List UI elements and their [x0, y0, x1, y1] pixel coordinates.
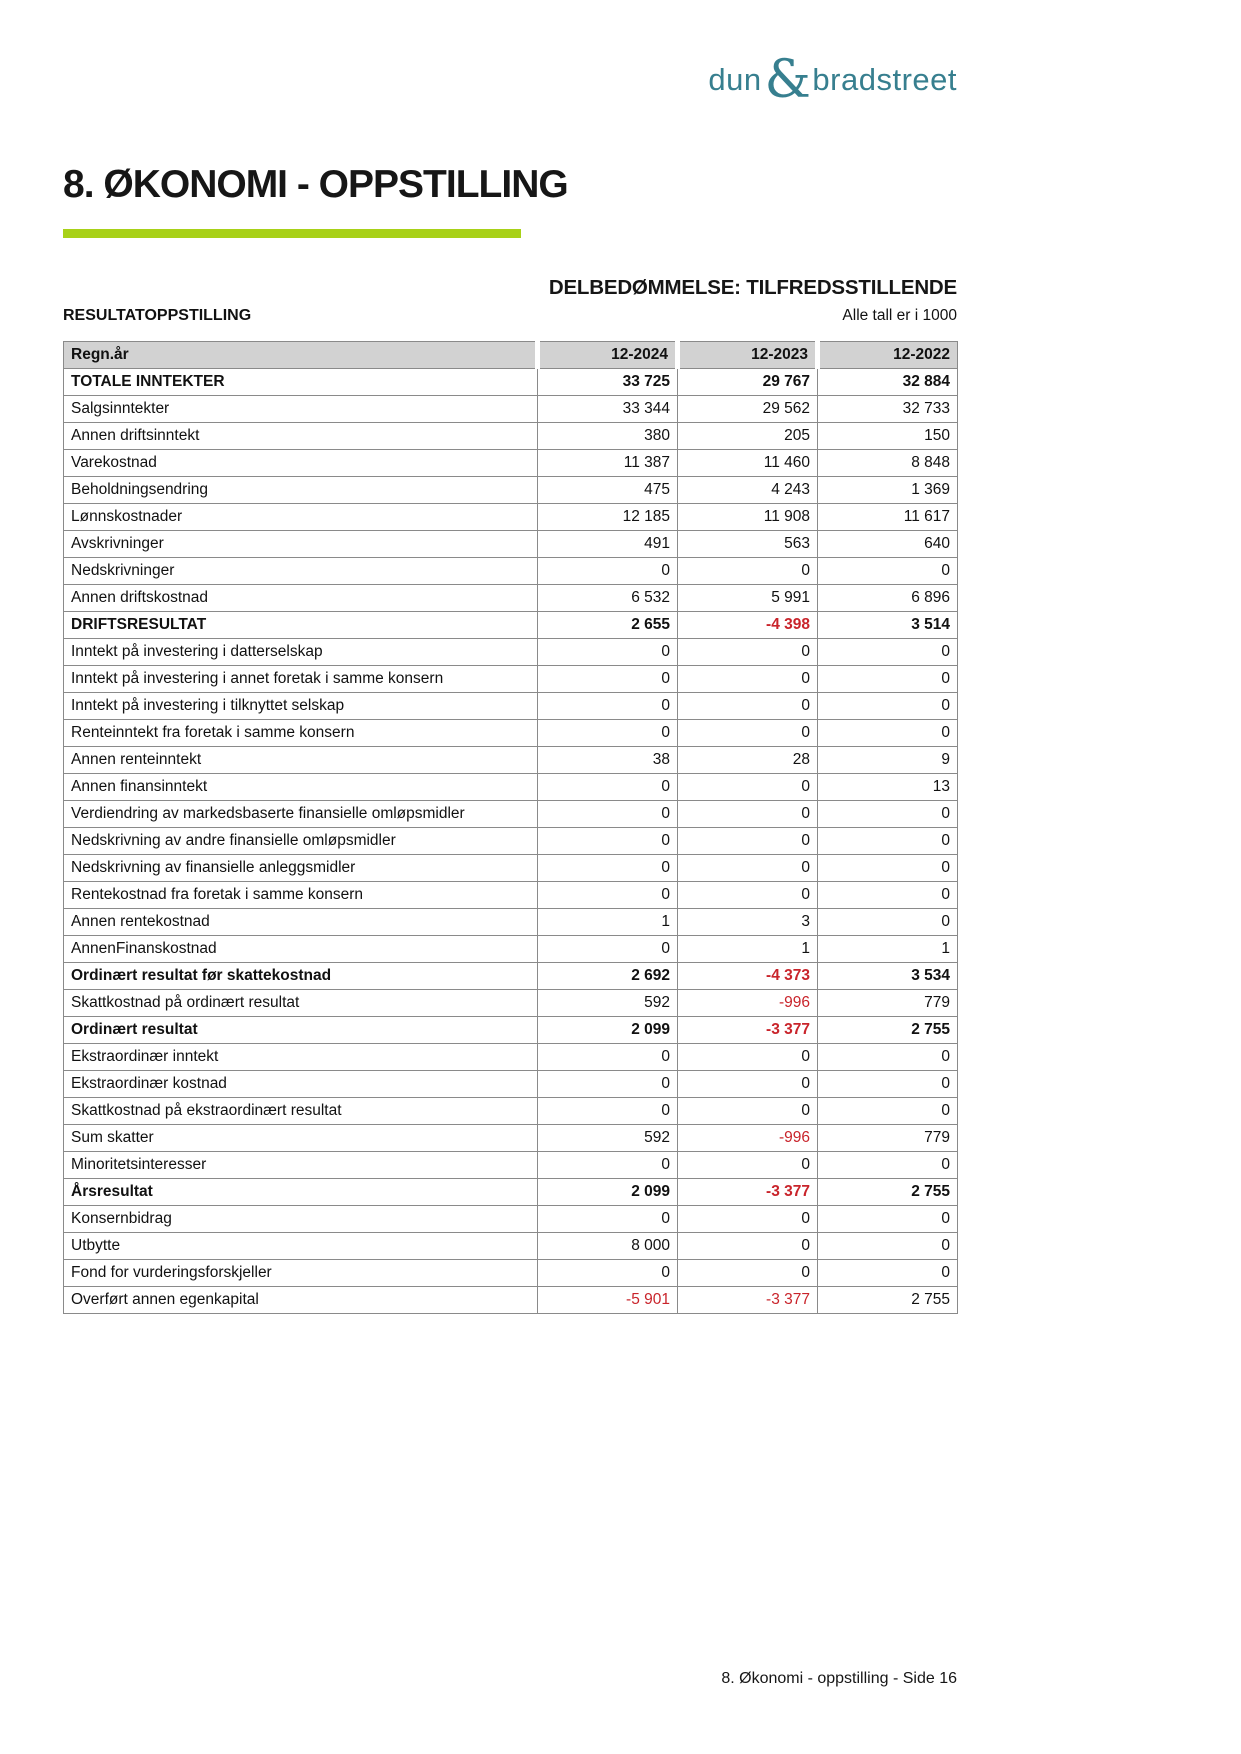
row-value: -3 377 — [678, 1287, 818, 1314]
row-value: 1 369 — [818, 477, 958, 504]
dun-bradstreet-logo — [708, 50, 957, 110]
row-value: 0 — [538, 936, 678, 963]
table-row — [64, 1260, 958, 1287]
row-value: 0 — [678, 801, 818, 828]
row-label: Minoritetsinteresser — [64, 1152, 538, 1179]
row-value: 29 562 — [678, 396, 818, 423]
ampersand-icon: & — [764, 50, 812, 110]
row-label: Ordinært resultat før skattekostnad — [64, 963, 538, 990]
row-value: 0 — [818, 828, 958, 855]
row-label: Årsresultat — [64, 1179, 538, 1206]
row-value: 11 387 — [538, 450, 678, 477]
row-label: Salgsinntekter — [64, 396, 538, 423]
row-value: 0 — [678, 882, 818, 909]
row-value: 475 — [538, 477, 678, 504]
table-row — [64, 1179, 958, 1206]
results-table — [63, 341, 958, 1314]
row-label: Fond for vurderingsforskjeller — [64, 1260, 538, 1287]
assessment-heading: DELBEDØMMELSE: TILFREDSSTILLENDE — [548, 276, 957, 299]
row-label: Utbytte — [64, 1233, 538, 1260]
table-row — [64, 828, 958, 855]
row-value: 0 — [538, 1260, 678, 1287]
row-value: 0 — [678, 855, 818, 882]
row-value: 0 — [538, 666, 678, 693]
row-label: Inntekt på investering i datterselskap — [64, 639, 538, 666]
row-value: 0 — [538, 558, 678, 585]
row-value: 0 — [678, 1233, 818, 1260]
row-label: Annen driftskostnad — [64, 585, 538, 612]
row-value: 0 — [538, 693, 678, 720]
row-value: 779 — [818, 1125, 958, 1152]
row-value: 0 — [538, 828, 678, 855]
row-value: 0 — [538, 1152, 678, 1179]
row-value: 563 — [678, 531, 818, 558]
row-value: 32 884 — [818, 369, 958, 396]
table-row — [64, 990, 958, 1017]
logo-text-bradstreet: bradstreet — [812, 62, 957, 97]
table-row — [64, 882, 958, 909]
row-label: Konsernbidrag — [64, 1206, 538, 1233]
row-value: -5 901 — [538, 1287, 678, 1314]
row-value: 0 — [818, 1152, 958, 1179]
row-value: 4 243 — [678, 477, 818, 504]
row-value: 0 — [538, 882, 678, 909]
row-label: Sum skatter — [64, 1125, 538, 1152]
units-note: Alle tall er i 1000 — [842, 307, 957, 324]
row-label: Beholdningsendring — [64, 477, 538, 504]
row-label: Ekstraordinær inntekt — [64, 1044, 538, 1071]
row-label: Inntekt på investering i annet foretak i samme konsern — [64, 666, 538, 693]
table-row — [64, 1233, 958, 1260]
row-value: 11 908 — [678, 504, 818, 531]
row-value: 32 733 — [818, 396, 958, 423]
row-value: 8 000 — [538, 1233, 678, 1260]
row-value: 13 — [818, 774, 958, 801]
page-title: 8. ØKONOMI - OPPSTILLING — [63, 163, 568, 206]
row-value: 0 — [538, 720, 678, 747]
row-value: 33 344 — [538, 396, 678, 423]
row-value: 2 099 — [538, 1017, 678, 1044]
table-row — [64, 585, 958, 612]
row-value: 491 — [538, 531, 678, 558]
row-label: Annen driftsinntekt — [64, 423, 538, 450]
row-value: 0 — [678, 828, 818, 855]
row-value: 0 — [818, 666, 958, 693]
page-footer: 8. Økonomi - oppstilling - Side 16 — [721, 1670, 957, 1687]
row-value: 28 — [678, 747, 818, 774]
row-value: 9 — [818, 747, 958, 774]
row-value: 0 — [678, 774, 818, 801]
table-row — [64, 1206, 958, 1233]
row-value: 6 532 — [538, 585, 678, 612]
row-value: 0 — [538, 801, 678, 828]
row-label: TOTALE INNTEKTER — [64, 369, 538, 396]
row-value: 0 — [818, 909, 958, 936]
results-table-body — [64, 369, 958, 1314]
row-value: 2 692 — [538, 963, 678, 990]
row-value: 779 — [818, 990, 958, 1017]
row-value: 11 617 — [818, 504, 958, 531]
row-value: 0 — [538, 639, 678, 666]
row-label: Annen finansinntekt — [64, 774, 538, 801]
row-value: 0 — [678, 720, 818, 747]
row-value: 2 755 — [818, 1179, 958, 1206]
row-value: 2 655 — [538, 612, 678, 639]
row-value: 6 896 — [818, 585, 958, 612]
row-value: 0 — [538, 774, 678, 801]
table-row — [64, 747, 958, 774]
row-label: Annen renteinntekt — [64, 747, 538, 774]
row-value: 0 — [818, 1260, 958, 1287]
row-label: Renteinntekt fra foretak i samme konsern — [64, 720, 538, 747]
row-value: 0 — [678, 666, 818, 693]
row-value: 150 — [818, 423, 958, 450]
table-row — [64, 909, 958, 936]
row-value: 0 — [538, 1071, 678, 1098]
table-row — [64, 531, 958, 558]
row-label: Nedskrivninger — [64, 558, 538, 585]
row-label: Avskrivninger — [64, 531, 538, 558]
row-value: 0 — [818, 639, 958, 666]
table-row — [64, 963, 958, 990]
row-label: Nedskrivning av andre finansielle omløpsmidler — [64, 828, 538, 855]
row-value: 3 514 — [818, 612, 958, 639]
table-row — [64, 558, 958, 585]
row-label: Inntekt på investering i tilknyttet selskap — [64, 693, 538, 720]
row-label: Ordinært resultat — [64, 1017, 538, 1044]
row-value: 3 534 — [818, 963, 958, 990]
row-value: 2 755 — [818, 1287, 958, 1314]
table-row — [64, 774, 958, 801]
logo-text-dun: dun — [708, 62, 762, 97]
row-label: Varekostnad — [64, 450, 538, 477]
table-row — [64, 450, 958, 477]
table-row — [64, 1017, 958, 1044]
table-row — [64, 1044, 958, 1071]
table-row — [64, 477, 958, 504]
row-value: 0 — [818, 882, 958, 909]
table-header-row — [64, 342, 958, 369]
row-value: 3 — [678, 909, 818, 936]
col-header-12-2024: 12-2024 — [538, 342, 678, 369]
row-value: 0 — [818, 801, 958, 828]
row-value: -996 — [678, 990, 818, 1017]
row-value: 0 — [818, 558, 958, 585]
row-value: 0 — [678, 1152, 818, 1179]
row-label: Ekstraordinær kostnad — [64, 1071, 538, 1098]
table-row — [64, 855, 958, 882]
table-row — [64, 504, 958, 531]
row-value: 0 — [678, 1044, 818, 1071]
row-value: 0 — [538, 1044, 678, 1071]
row-label: Lønnskostnader — [64, 504, 538, 531]
row-value: -4 373 — [678, 963, 818, 990]
table-row — [64, 720, 958, 747]
table-row — [64, 423, 958, 450]
row-value: 2 755 — [818, 1017, 958, 1044]
row-value: 8 848 — [818, 450, 958, 477]
row-label: Nedskrivning av finansielle anleggsmidler — [64, 855, 538, 882]
row-value: -4 398 — [678, 612, 818, 639]
row-label: Rentekostnad fra foretak i samme konsern — [64, 882, 538, 909]
row-value: 0 — [538, 855, 678, 882]
table-row — [64, 612, 958, 639]
row-value: 0 — [818, 1044, 958, 1071]
row-label: Skattkostnad på ekstraordinært resultat — [64, 1098, 538, 1125]
row-label: AnnenFinanskostnad — [64, 936, 538, 963]
row-value: 0 — [678, 1260, 818, 1287]
row-label: Skattkostnad på ordinært resultat — [64, 990, 538, 1017]
row-label: Verdiendring av markedsbaserte finansielle omløpsmidler — [64, 801, 538, 828]
table-row — [64, 396, 958, 423]
row-value: 0 — [678, 1206, 818, 1233]
report-page — [63, 0, 957, 1754]
row-value: 33 725 — [538, 369, 678, 396]
row-value: 0 — [818, 1233, 958, 1260]
table-row — [64, 369, 958, 396]
table-row — [64, 1098, 958, 1125]
row-value: 0 — [818, 1098, 958, 1125]
row-value: 0 — [538, 1206, 678, 1233]
col-header-12-2023: 12-2023 — [678, 342, 818, 369]
row-value: -3 377 — [678, 1017, 818, 1044]
row-value: 592 — [538, 1125, 678, 1152]
row-value: 1 — [818, 936, 958, 963]
row-value: 0 — [818, 720, 958, 747]
row-value: 380 — [538, 423, 678, 450]
row-value: 0 — [538, 1098, 678, 1125]
row-value: -996 — [678, 1125, 818, 1152]
row-value: 0 — [678, 1098, 818, 1125]
row-value: 38 — [538, 747, 678, 774]
row-value: 5 991 — [678, 585, 818, 612]
table-row — [64, 693, 958, 720]
section-title: RESULTATOPPSTILLING — [63, 307, 252, 324]
row-value: 0 — [678, 693, 818, 720]
table-row — [64, 639, 958, 666]
row-value: 1 — [538, 909, 678, 936]
row-value: 1 — [678, 936, 818, 963]
row-value: 0 — [678, 558, 818, 585]
table-meta-row — [63, 307, 957, 325]
row-value: 0 — [818, 1071, 958, 1098]
table-row — [64, 1287, 958, 1314]
row-value: 640 — [818, 531, 958, 558]
table-row — [64, 801, 958, 828]
row-value: 0 — [818, 855, 958, 882]
table-row — [64, 936, 958, 963]
row-value: 0 — [818, 1206, 958, 1233]
table-row — [64, 1152, 958, 1179]
row-label: Annen rentekostnad — [64, 909, 538, 936]
table-row — [64, 1125, 958, 1152]
col-header-12-2022: 12-2022 — [818, 342, 958, 369]
row-label: DRIFTSRESULTAT — [64, 612, 538, 639]
row-value: 12 185 — [538, 504, 678, 531]
row-value: 11 460 — [678, 450, 818, 477]
row-value: 0 — [818, 693, 958, 720]
row-label: Overført annen egenkapital — [64, 1287, 538, 1314]
table-row — [64, 666, 958, 693]
row-value: -3 377 — [678, 1179, 818, 1206]
row-value: 2 099 — [538, 1179, 678, 1206]
col-header-regnar: Regn.år — [64, 342, 538, 369]
row-value: 205 — [678, 423, 818, 450]
table-row — [64, 1071, 958, 1098]
row-value: 29 767 — [678, 369, 818, 396]
row-value: 0 — [678, 639, 818, 666]
row-value: 592 — [538, 990, 678, 1017]
row-value: 0 — [678, 1071, 818, 1098]
accent-bar — [63, 229, 521, 238]
